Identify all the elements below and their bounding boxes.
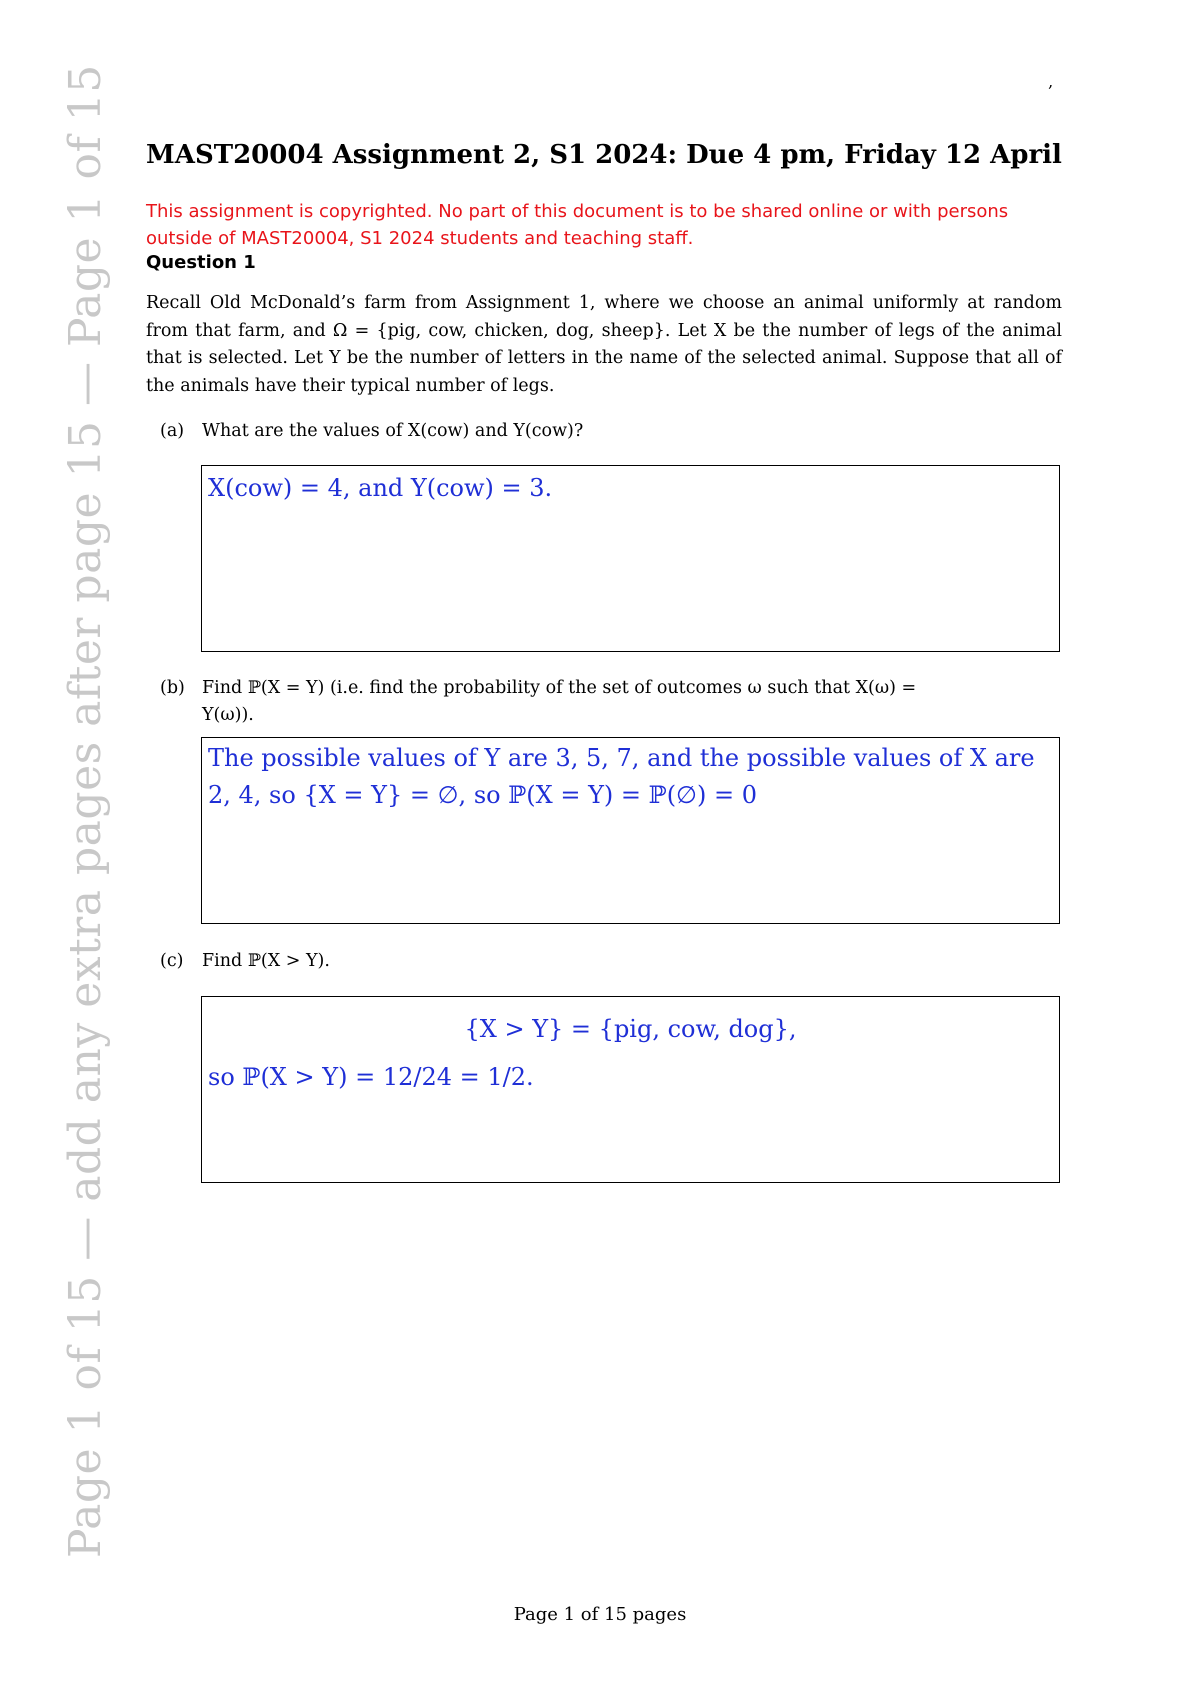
answer-a-line: X(cow) = 4, and Y(cow) = 3. xyxy=(208,474,553,502)
part-b-prompt xyxy=(160,675,1060,729)
part-a-text: What are the values of X(cow) and Y(cow)? xyxy=(202,421,584,441)
part-b-text-cont: Y(ω)). xyxy=(202,705,254,725)
question-heading: Question 1 xyxy=(146,252,256,273)
answer-c-line-2: so ℙ(X > Y) = 12/24 = 1/2. xyxy=(208,1063,534,1091)
part-b-label: (b) xyxy=(160,678,185,698)
part-c-label: (c) xyxy=(160,951,184,971)
part-a-prompt xyxy=(160,418,1060,445)
part-a-label: (a) xyxy=(160,421,185,441)
copyright-notice: This assignment is copyrighted. No part of this document is to be shared online or with persons outside of MAST20004, S1 2024 students and teaching staff. xyxy=(146,201,1009,249)
part-c-prompt xyxy=(160,948,1060,975)
page-footer: Page 1 of 15 pages xyxy=(513,1604,687,1625)
answer-c-line-1: {X > Y} = {pig, cow, dog}, xyxy=(464,1015,797,1043)
part-b-text: Find ℙ(X = Y) (i.e. find the probability of the set of outcomes ω such that X(ω) = xyxy=(202,678,917,698)
answer-box-a[interactable] xyxy=(201,465,1060,652)
document-title: MAST20004 Assignment 2, S1 2024: Due 4 pm, Friday 12 April xyxy=(146,140,1062,170)
answer-b-line: The possible values of Y are 3, 5, 7, and the possible values of X are 2, 4, so {X = Y} = ∅, so ℙ(X = Y) = ℙ(∅) = 0 xyxy=(208,744,1035,809)
side-page-stamp: Page 1 of 15 — add any extra pages after page 15 — Page 1 of 15 xyxy=(60,64,111,1558)
answer-box-b[interactable] xyxy=(201,737,1060,924)
answer-box-c[interactable] xyxy=(201,996,1060,1183)
corner-mark: ‚ xyxy=(1048,72,1054,91)
question-text: Recall Old McDonald’s farm from Assignment 1, where we choose an animal uniformly at random from that farm, and Ω = {pig, cow, chicken, dog, sheep}. Let X be the number of legs of the animal that is selected. Let Y be the number of letters in the name of the selected animal. Suppose that all of the animals have their typical number of legs. xyxy=(146,293,1062,396)
part-c-text: Find ℙ(X > Y). xyxy=(202,951,330,971)
